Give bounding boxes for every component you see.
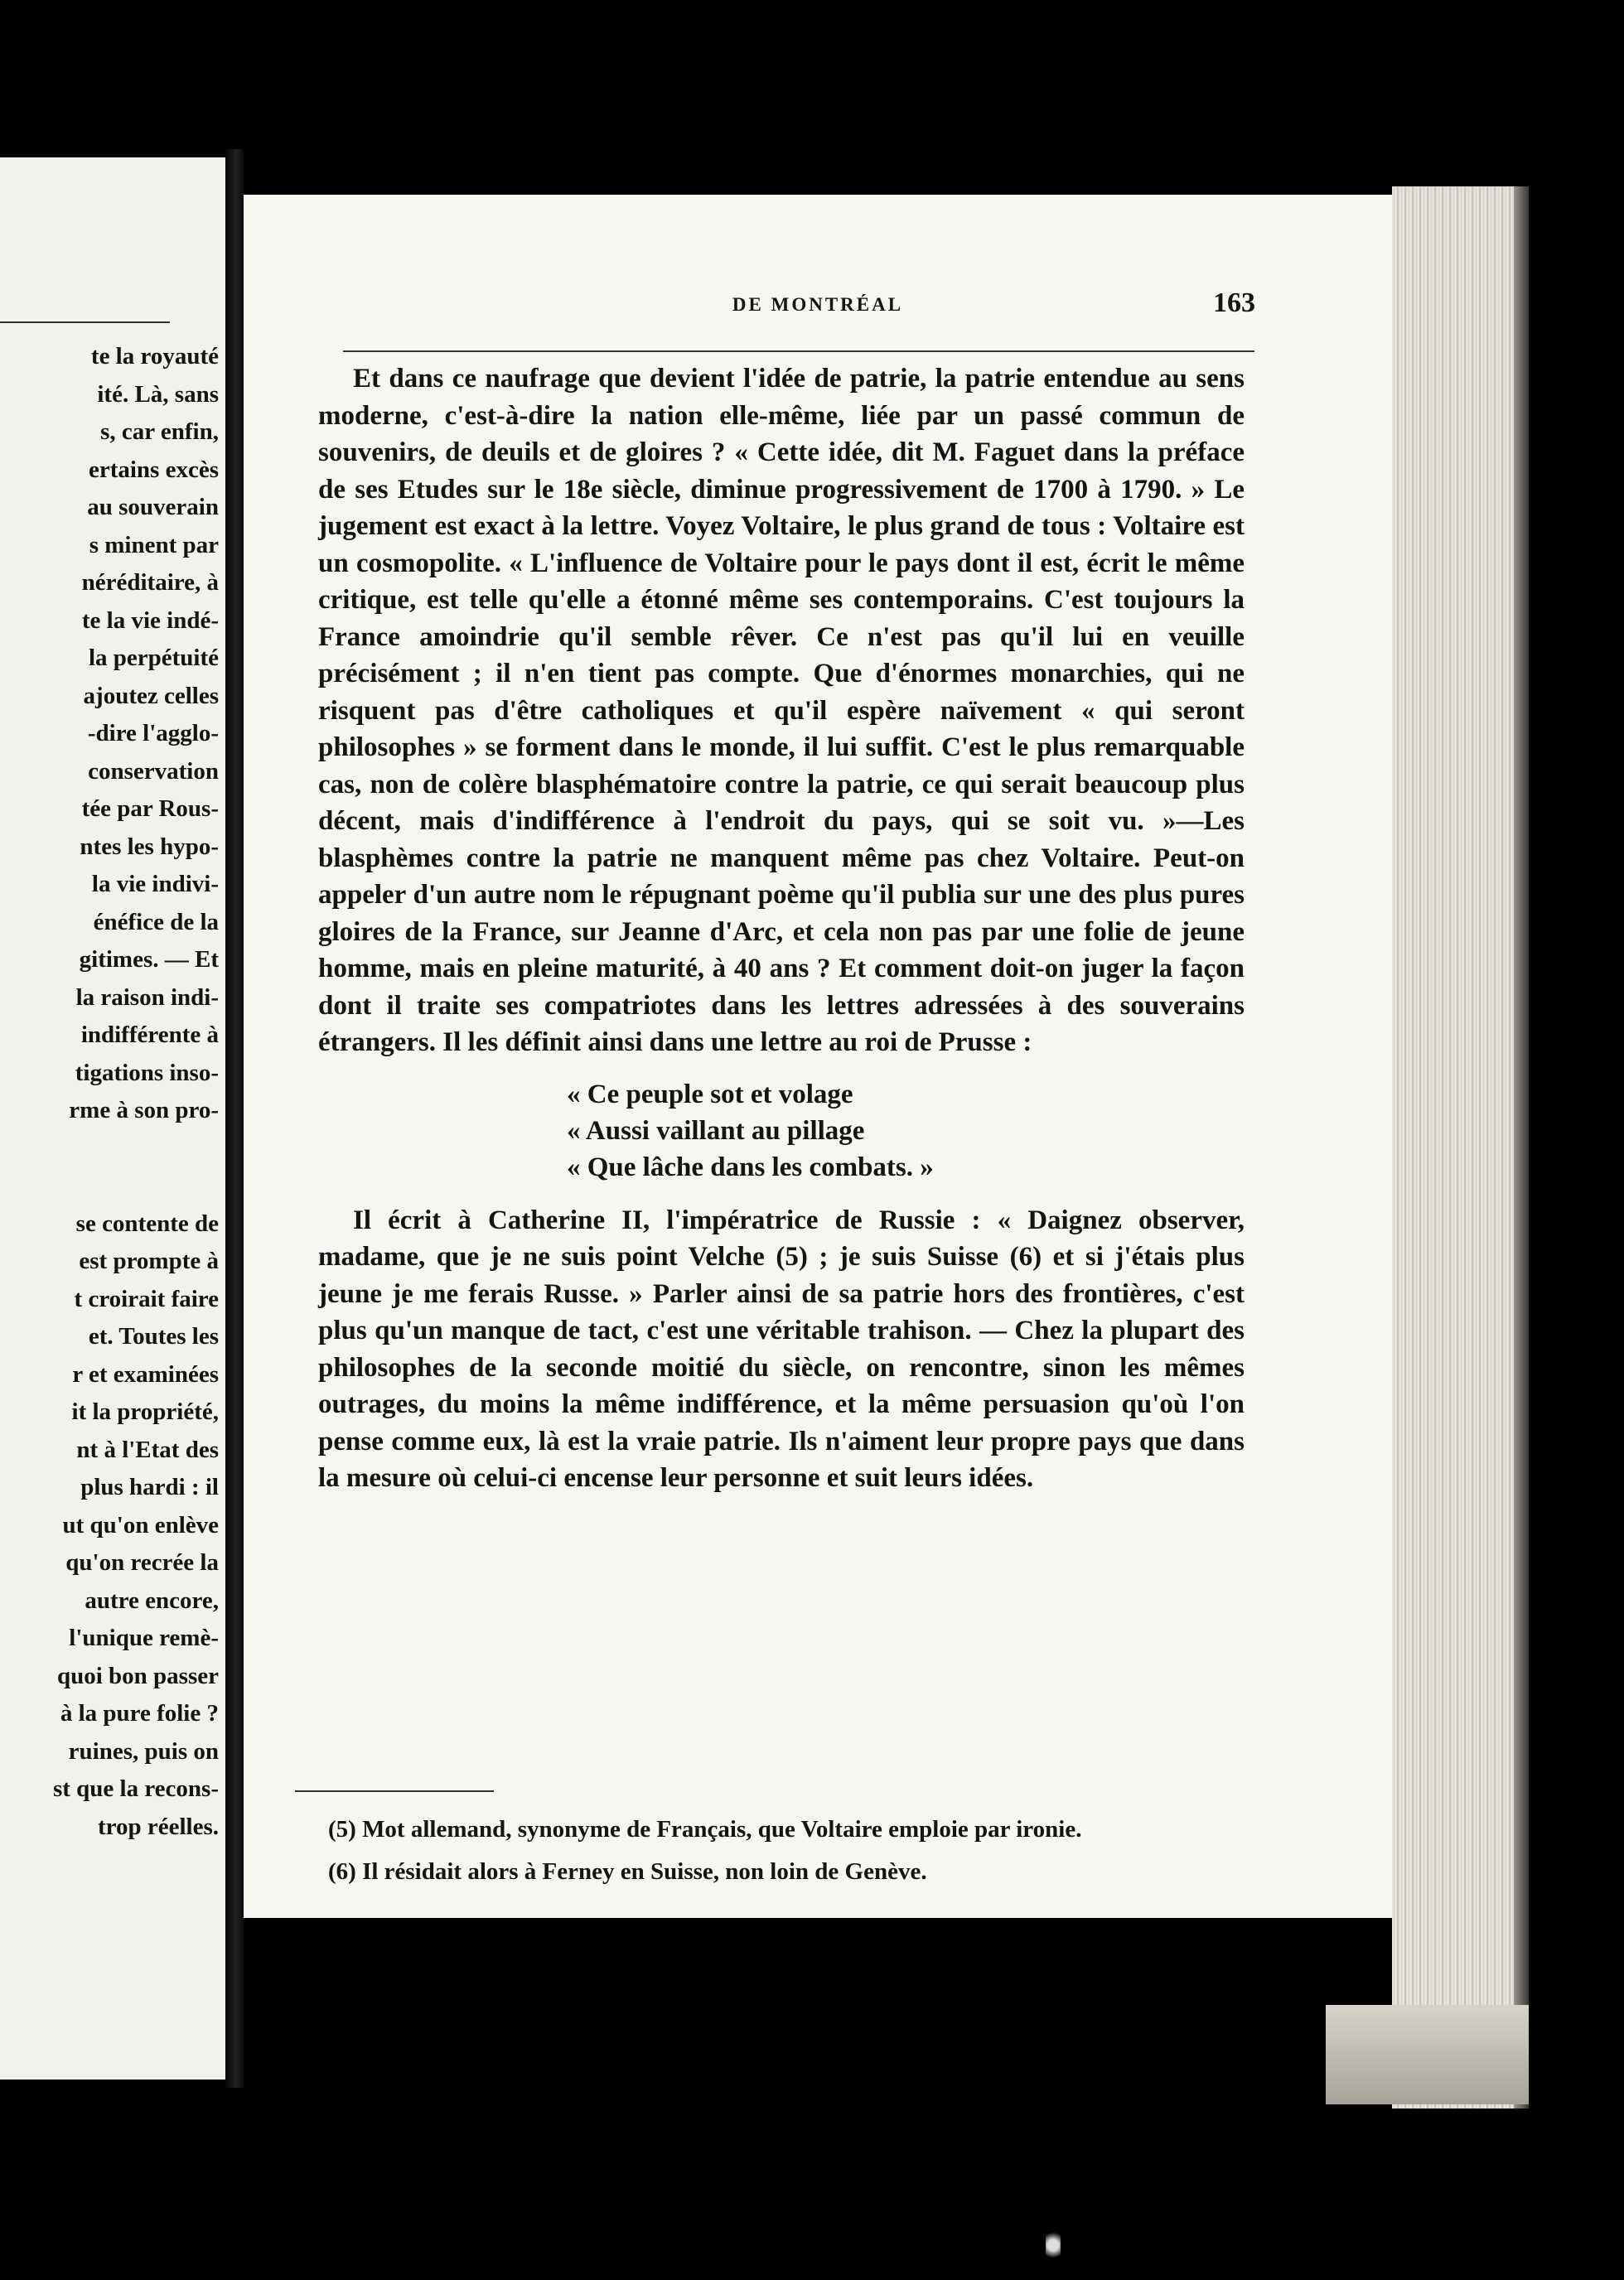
left-page-line: te la vie indé- xyxy=(81,606,219,634)
left-page-line: r et examinées xyxy=(72,1360,219,1388)
book-gutter xyxy=(225,149,244,2088)
left-page-line: ertains excès xyxy=(88,456,219,483)
left-page-line: qu'on recrée la xyxy=(65,1549,219,1576)
left-page-line: ntes les hypo- xyxy=(80,833,219,860)
left-page-line: tigations inso- xyxy=(75,1059,219,1086)
left-page-line: ut qu'on enlève xyxy=(62,1511,219,1539)
left-page-line: au souverain xyxy=(87,494,219,520)
left-page-line: ruines, puis on xyxy=(68,1737,219,1765)
page-number: 163 xyxy=(1213,287,1255,318)
left-page-line: autre encore, xyxy=(85,1587,219,1614)
footnote-rule xyxy=(295,1790,494,1792)
right-page xyxy=(244,195,1392,1918)
left-page-line: la vie indivi- xyxy=(91,871,219,897)
left-page-line: néréditaire, à xyxy=(81,569,219,596)
left-page-line: -dire l'agglo- xyxy=(87,720,219,746)
verse-quote xyxy=(567,1076,1245,1186)
left-page-line: l'unique remè- xyxy=(69,1625,219,1651)
left-page-line: conservation xyxy=(88,757,219,785)
left-page-line: est prompte à xyxy=(79,1248,219,1274)
page-edges-bottom xyxy=(1326,2005,1529,2104)
left-page-line: gitimes. — Et xyxy=(79,946,219,973)
left-page-line: s, car enfin, xyxy=(100,418,219,445)
body-text xyxy=(318,360,1245,1497)
left-page-line: it la propriété, xyxy=(71,1398,219,1425)
film-smudge xyxy=(1046,2229,1061,2262)
left-page-line: énéfice de la xyxy=(93,908,219,935)
verse-line: « Que lâche dans les combats. » xyxy=(567,1152,934,1182)
left-page-fragment xyxy=(0,157,225,2080)
left-page-line: et. Toutes les xyxy=(88,1323,219,1350)
footnote-6: (6) Il résidait alors à Ferney en Suisse, non loin de Genève. xyxy=(328,1858,927,1885)
left-page-line: la perpétuité xyxy=(88,645,219,671)
left-page-line: s minent par xyxy=(89,531,219,558)
left-page-line: indifférente à xyxy=(80,1022,219,1048)
paragraph-2: Il écrit à Catherine II, l'impératrice de Russie : « Daignez observer, madame, que je ne suis point Velche (5) ; je suis Suisse (6) et si j'étais plus jeune je me ferais Russe. » Parler ainsi de sa patrie hors des frontières, c'est plus qu'un manque de tact, c'est une véritable trahison. — Chez la plupart des philosophes de la seconde moitié du siècle, on rencontre, sinon les mêmes outrages, du moins la même indifférence, et la même persuasion qu'où l'on pense comme eux, là est la vraie patrie. Ils n'aiment leur propre pays que dans la mesure où celui-ci encense leur personne et suit leurs idées. xyxy=(318,1205,1245,1493)
left-page-lines xyxy=(3,338,219,1846)
verse-line: « Aussi vaillant au pillage xyxy=(567,1115,865,1146)
left-page-line: tée par Rous- xyxy=(81,795,219,822)
running-head: DE MONTRÉAL xyxy=(732,294,904,315)
left-header-rule xyxy=(0,321,170,323)
left-page-line: trop réelles. xyxy=(97,1813,219,1840)
left-page-line: nt à l'Etat des xyxy=(76,1436,219,1463)
left-page-line: se contente de xyxy=(75,1210,219,1237)
page-edges xyxy=(1392,186,1529,2109)
footnote-5: (5) Mot allemand, synonyme de Français, que Voltaire emploie par ironie. xyxy=(328,1816,1082,1843)
left-page-line: st que la recons- xyxy=(52,1775,219,1802)
header-rule xyxy=(343,350,1254,352)
left-page-line: te la royauté xyxy=(90,343,219,370)
left-page-line: t croirait faire xyxy=(74,1285,219,1312)
left-page-line: la raison indi- xyxy=(75,983,219,1011)
footnotes xyxy=(312,1814,1223,1899)
left-page-line: rme à son pro- xyxy=(69,1097,219,1123)
left-page-line: ajoutez celles xyxy=(83,682,219,709)
verse-line: « Ce peuple sot et volage xyxy=(567,1079,853,1109)
paragraph-1: Et dans ce naufrage que devient l'idée de patrie, la patrie entendue au sens moderne, c'est-à-dire la nation elle-même, liée par un passé commun de souvenirs, de deuils et de gloires ? « Cette idée, dit M. Faguet dans la préface de ses Etudes sur le 18e siècle, diminue progressivement de 1700 à 1790. » Le jugement est exact à la lettre. Voyez Voltaire, le plus grand de tous : Voltaire est un cosmopolite. « L'influence de Voltaire pour le pays dont il est, écrit le même critique, est telle qu'elle a étonné même ses contemporains. C'est toujours la France amoindrie qu'il semble rêver. Ce n'est pas qu'il lui en veuille précisément ; il n'en tient pas compte. Que d'énormes monarchies, qui ne risquent pas d'être catholiques et qu'il espère naïvement « qui seront philosophes » se forment dans le monde, il lui suffit. C'est le plus remarquable cas, non de colère blasphématoire contre la patrie, ce qui serait beaucoup plus décent, mais d'indifférence à l'endroit du pays, qui se soit vu. »—Les blasphèmes contre la patrie ne manquent même pas chez Voltaire. Peut-on appeler d'un autre nom le répugnant poème qu'il publia sur une des plus pures gloires de la France, sur Jeanne d'Arc, et cela non pas par une folie de jeune homme, mais en pleine maturité, à 40 ans ? Et comment doit-on juger la façon dont il traite ses compatriotes dans les lettres adressées à des souverains étrangers. Il les définit ainsi dans une lettre au roi de Prusse : xyxy=(318,364,1245,1057)
left-page-line: à la pure folie ? xyxy=(60,1700,219,1727)
left-page-line xyxy=(3,1130,219,1168)
left-page-line: ité. Là, sans xyxy=(97,380,219,408)
left-page-line: plus hardi : il xyxy=(80,1474,219,1500)
left-page-line xyxy=(3,1167,219,1205)
left-page-line: quoi bon passer xyxy=(56,1662,219,1689)
